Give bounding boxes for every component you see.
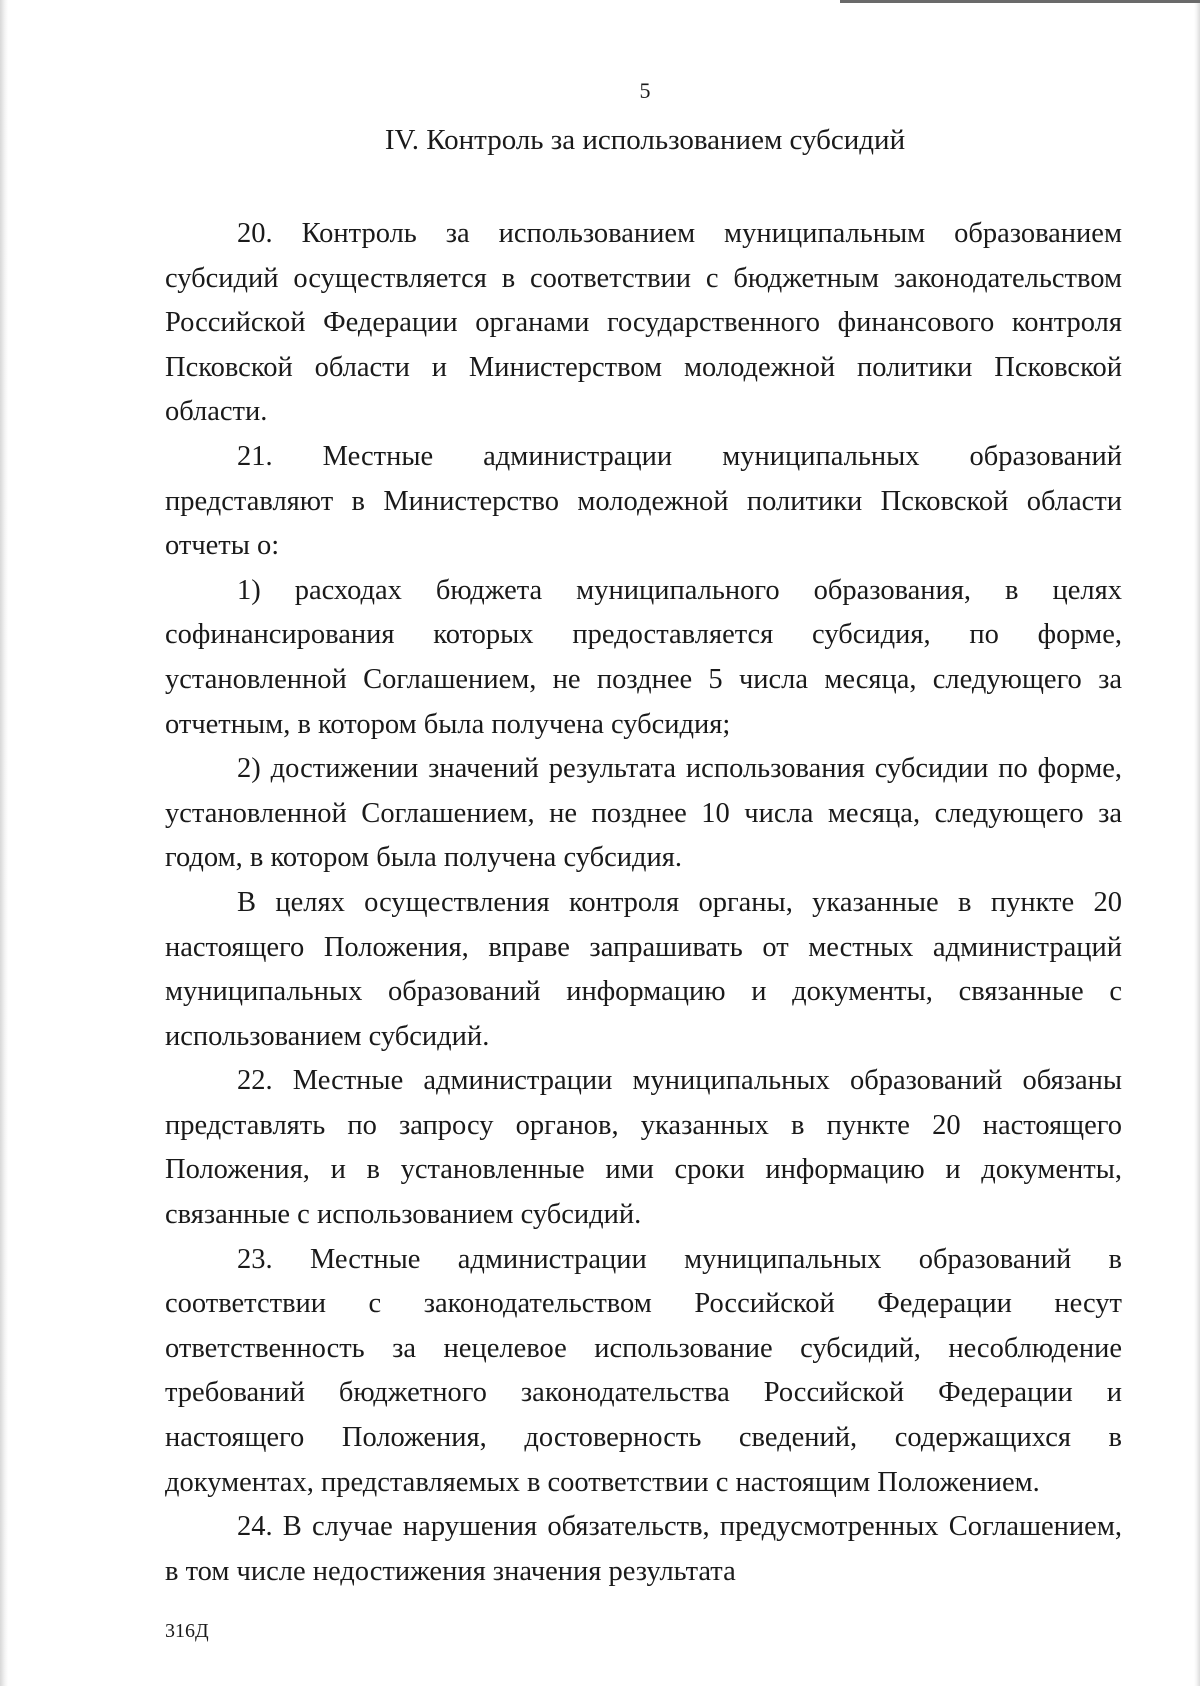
paragraph-21-control-note: В целях осуществления контроля органы, указанные в пункте 20 настоящего Положения, вправе запрашивать от местных администраций муниципальных образований информацию и документы, связанные с использованием субсидий. [165,886,1122,1052]
paragraph-21-item-2: 2) достижении значений результата использования субсидии по форме, установленной Соглашением, не позднее 10 числа месяца, следующего за годом, в котором была получена субсидия. [165,753,1122,874]
scan-edge-top [840,0,1200,3]
paragraph-23: 23. Местные администрации муниципальных образований в соответствии с законодательством Российской Федерации несут ответственность за нецелевое использование субсидий, несоблюдение требований бюджетного законодательства Российской Федерации и настоящего Положения, достоверность сведений, содержащихся в документах, представляемых в соответствии с настоящим Положением. [165,1243,1122,1498]
paragraph-20: 20. Контроль за использованием муниципальным образованием субсидий осуществляется в соответствии с бюджетным законодательством Российской Федерации органами государственного финансового контроля Псковской области и Министерством молодежной политики Псковской области. [165,218,1122,428]
paragraph-21-item-1: 1) расходах бюджета муниципального образования, в целях софинансирования которых предоставляется субсидия, по форме, установленной Соглашением, не позднее 5 числа месяца, следующего за отчетным, в котором была получена субсидия; [165,574,1122,740]
document-body [165,212,1122,1594]
paragraph-22: 22. Местные администрации муниципальных образований обязаны представлять по запросу органов, указанных в пункте 20 настоящего Положения, и в установленные ими сроки информацию и документы, связанные с использованием субсидий. [165,1065,1122,1231]
footer-document-code: 316Д [165,1620,209,1642]
scan-edge-left [0,0,8,1686]
page-number: 5 [639,78,651,103]
paragraph-24: 24. В случае нарушения обязательств, предусмотренных Соглашением, в том числе недостижения значения результата [165,1511,1122,1587]
paragraph-21: 21. Местные администрации муниципальных образований представляют в Министерство молодежной политики Псковской области отчеты о: [165,440,1122,562]
scan-edge-right [1194,0,1200,1686]
section-heading: IV. Контроль за использованием субсидий [384,124,906,156]
